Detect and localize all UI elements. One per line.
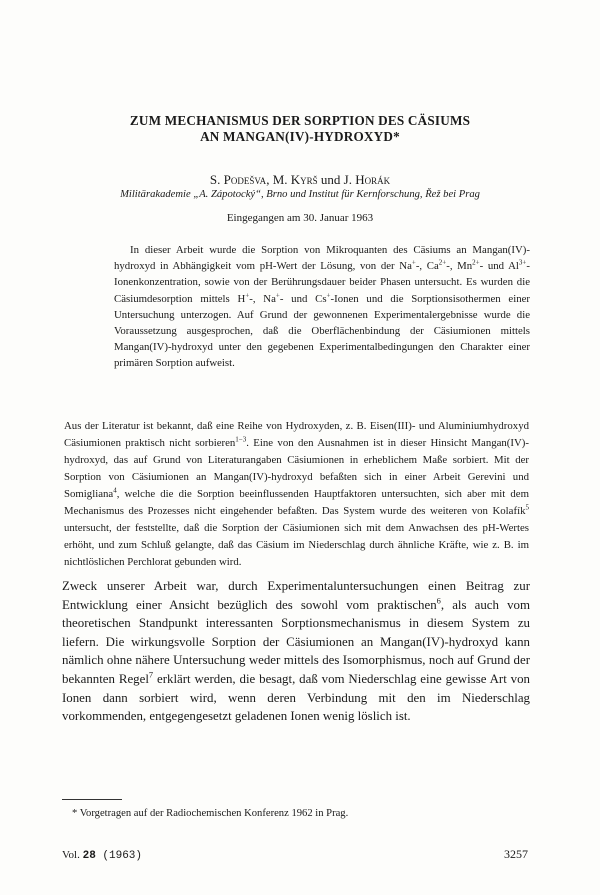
citation-ref: 5 [525, 503, 529, 512]
volume-year: (1963) [95, 850, 143, 862]
footnote-divider [62, 799, 122, 800]
citation-ref: 7 [148, 670, 154, 680]
affiliation: Militärakademie „A. Zápotocký“, Brno und Institut für Kernforschung, Řež bei Prag [120, 189, 480, 200]
citation-ref: 6 [436, 596, 441, 606]
author-2-name: Kyrš [290, 172, 318, 187]
footnote: * Vorgetragen auf der Radiochemischen Konferenz 1962 in Prag. [72, 808, 349, 819]
abstract-paragraph: In dieser Arbeit wurde die Sorption von Mikroquanten des Cäsiums an Mangan(IV)-hydroxyd in Abhängigkeit vom pH-Wert der Lösung, von der Na+-, $Ca^{2+}-$, $Mn^{2+}-$ und $Al^{3+}$-Ionenkonzentration, sowie von der Berührungsdauer beider Phasen untersucht. Es wurden die Cäsiumdesorption mittels H+-, Na+- und Cs+-Ionen und die Sorptionsisothermen einer Untersuchung unterzogen. Auf Grund der gewonnenen Experimentalergebnisse wurde die Voraussetzung ausgesprochen, daß die Oberflächenbindung der Cäsiumionen mittels Mangan(IV)-hydroxyd unter den gegebenen Experimentalbedingungen den Charakter einer primären Sorption aufweist. [114, 244, 530, 370]
aim-text: Zweck unserer Arbeit war, durch Experimentaluntersuchungen einen Beitrag zur Entwicklung einer Ansicht bezüglich des sowohl vom praktischen$^6$, als auch vom theoretischen Standpunkt interessanten Sorptionsmechanismus in diesem System zu liefern. Die wirkungsvolle Sorption der Cäsiumionen an Mangan(IV)-hydroxyd kann nämlich ohne nähere Untersuchung weder mittels des Isomorphismus, noch auf Grund der bekannten Regel$^7$ erklärt werden, die besagt, daß vom Niederschlag eine gewisse Art von Ionen dann sorbiert wird, wenn deren Verbindung mit den im Niederschlag vorkommenden, entgegengesetzt geladenen Ionen wenig löslich ist. [62, 579, 530, 724]
title-line-2: AN MANGAN(IV)-HYDROXYD* [200, 129, 400, 144]
authors [0, 172, 600, 188]
volume-number: 28 [82, 850, 96, 862]
abstract [114, 242, 530, 372]
intro-paragraph [64, 418, 529, 571]
title-line-1: ZUM MECHANISMUS DER SORPTION DES CÄSIUMS [129, 113, 471, 128]
author-3-name: Horák [355, 172, 391, 187]
citation-ref: 4 [113, 486, 117, 495]
volume-info [62, 849, 142, 862]
author-1-initial: S. [209, 172, 224, 187]
volume-label: Vol. [62, 849, 83, 861]
intro-text: Aus der Literatur ist bekannt, daß eine Reihe von Hydroxyden, z. B. Eisen(III)- und Aluminiumhydroxyd Cäsiumionen praktisch nicht sorbieren$^{1-3}$. Eine von den Ausnahmen ist in dieser Hinsicht Mangan(IV)-hydroxyd, das auf Grund von Literaturangaben Cäsiumionen in erheblichem Maße sorbiert. Mit der Sorption von Cäsiumionen an Mangan(IV)-hydroxyd befaßten sich in einer Arbeit Gerevini und Somigliana$^4$, welche die die Sorption beeinflussenden Hauptfaktoren untersuchten, sich aber mit dem Mechanismus des Prozesses nicht eingehender befaßten. Das System wurde des weiteren von Kolafík$^5$ untersucht, der feststellte, daß die Sorption der Cäsiumionen sich mit dem Anwachsen des pH-Wertes erhöht, und zum Schluß gelangte, daß das Cäsium im Niederschlag durch ähnliche Kräfte, wie z. B. im nichtlöslichen Perchlorat gebunden wird. [64, 420, 529, 568]
author-1-name: Podešva [223, 172, 267, 187]
page-number: 3257 [504, 847, 528, 861]
author-sep-1: , M. [266, 172, 291, 187]
aim-paragraph [62, 577, 530, 726]
received-date: Eingegangen am 30. Januar 1963 [226, 212, 374, 224]
citation-ref: 1−3 [235, 435, 247, 444]
author-sep-2: und J. [317, 172, 356, 187]
